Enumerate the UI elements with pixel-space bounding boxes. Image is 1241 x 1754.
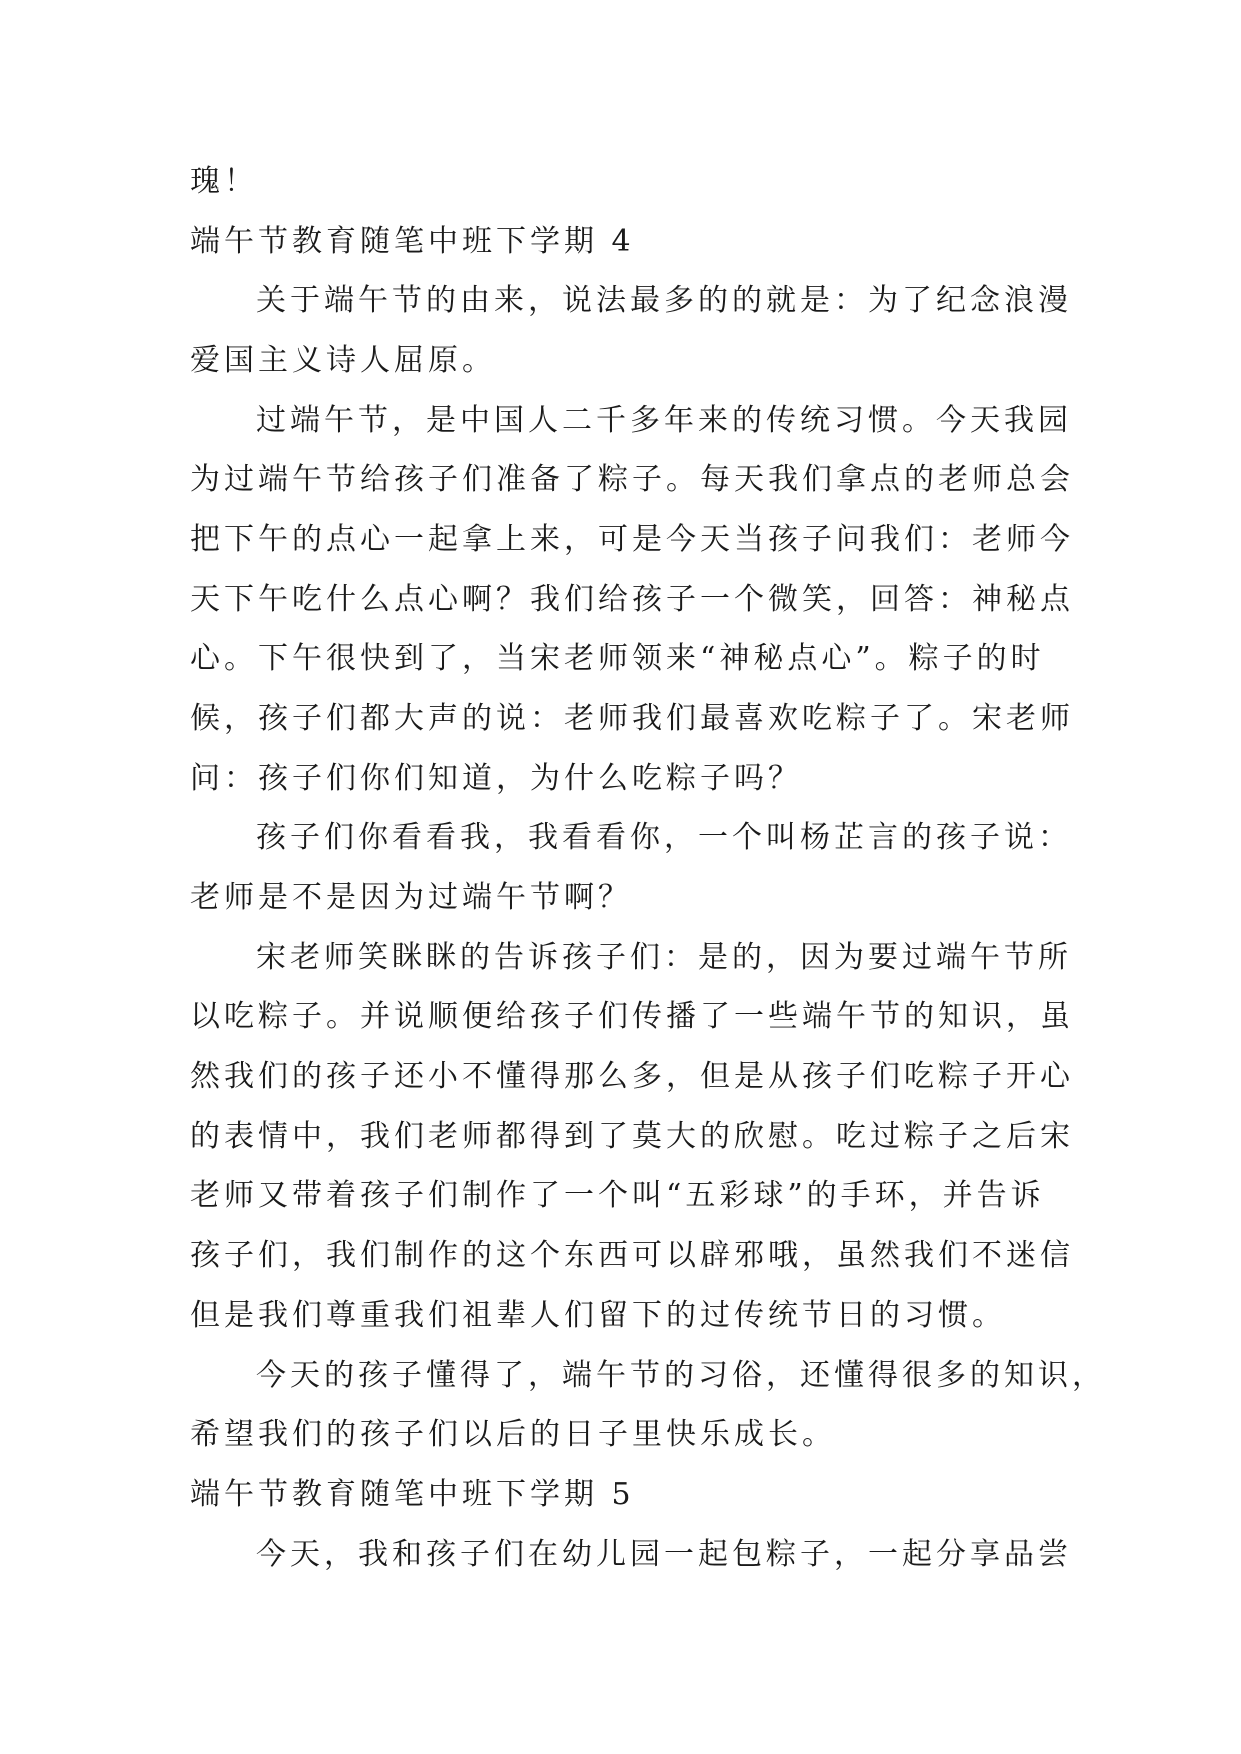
paragraph-line: 孩子们，我们制作的这个东西可以辟邪哦，虽然我们不迷信 [190,1238,1074,1273]
paragraph-line: 心。下午很快到了，当宋老师领来“神秘点心”。粽子的时 [190,641,1045,676]
text-line: 瑰！ [190,164,258,199]
paragraph-line: 今天的孩子懂得了，端午节的习俗，还懂得很多的知识， [256,1358,1106,1393]
paragraph-line: 的表情中，我们老师都得到了莫大的欣慰。吃过粽子之后宋 [190,1119,1074,1154]
paragraph-line: 宋老师笑眯眯的告诉孩子们：是的，因为要过端午节所 [256,940,1072,975]
paragraph-line: 关于端午节的由来，说法最多的的就是：为了纪念浪漫 [256,283,1072,318]
paragraph-line: 天下午吃什么点心啊？我们给孩子一个微笑，回答：神秘点 [190,582,1074,617]
paragraph-line: 爱国主义诗人屈原。 [190,343,496,378]
section-heading: 端午节教育随笔中班下学期 4 [190,224,635,259]
paragraph-line: 以吃粽子。并说顺便给孩子们传播了一些端午节的知识，虽 [190,999,1074,1034]
paragraph-line: 然我们的孩子还小不懂得那么多，但是从孩子们吃粽子开心 [190,1059,1074,1094]
paragraph-line: 为过端午节给孩子们准备了粽子。每天我们拿点的老师总会 [190,462,1074,497]
paragraph-line: 希望我们的孩子们以后的日子里快乐成长。 [190,1417,836,1452]
paragraph-line: 候，孩子们都大声的说：老师我们最喜欢吃粽子了。宋老师 [190,701,1074,736]
paragraph-line: 过端午节，是中国人二千多年来的传统习惯。今天我园 [256,403,1072,438]
paragraph-line: 问：孩子们你们知道，为什么吃粽子吗？ [190,761,802,796]
paragraph-line: 今天，我和孩子们在幼儿园一起包粽子，一起分享品尝 [256,1537,1072,1572]
section-heading: 端午节教育随笔中班下学期 5 [190,1477,635,1512]
paragraph-line: 但是我们尊重我们祖辈人们留下的过传统节日的习惯。 [190,1298,1006,1333]
paragraph-line: 把下午的点心一起拿上来，可是今天当孩子问我们：老师今 [190,522,1074,557]
paragraph-line: 老师又带着孩子们制作了一个叫“五彩球”的手环，并告诉 [190,1178,1045,1213]
paragraph-line: 孩子们你看看我，我看看你，一个叫杨芷言的孩子说： [256,820,1072,855]
paragraph-line: 老师是不是因为过端午节啊？ [190,880,632,915]
